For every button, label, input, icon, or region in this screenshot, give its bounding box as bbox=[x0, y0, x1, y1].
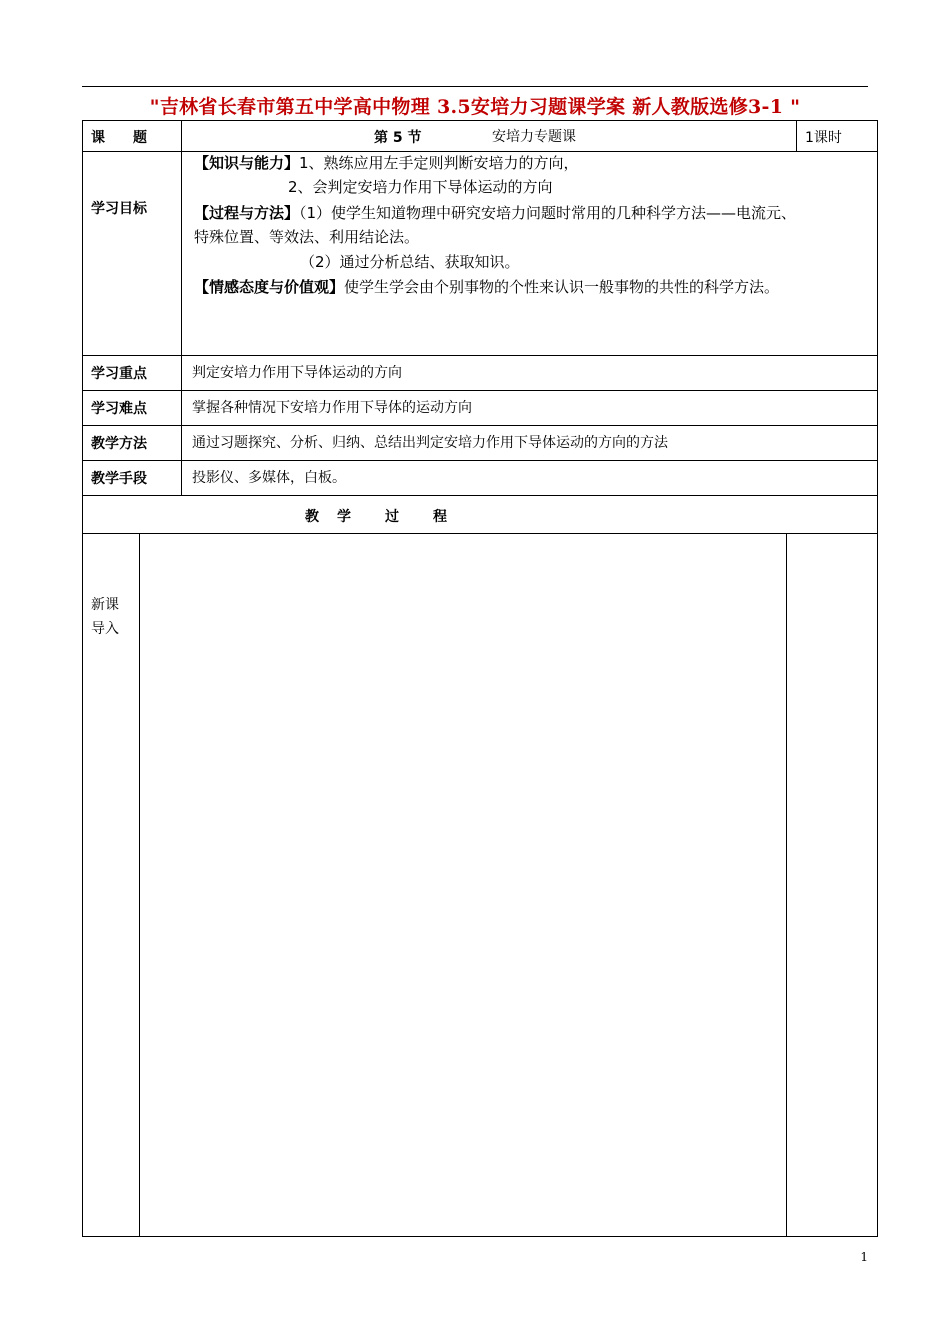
document-title: "吉林省长春市第五中学高中物理 3.5安培力习题课学案 新人教版选修3-1 " bbox=[149, 96, 801, 118]
difficulty-content-cell bbox=[181, 390, 878, 426]
keypoint-text: 判定安培力作用下导体运动的方向 bbox=[192, 365, 402, 381]
process-line-3: （2）通过分析总结、获取知识。 bbox=[300, 253, 520, 271]
section-number: 第 5 节 bbox=[374, 130, 422, 146]
intro-label-1: 新课 bbox=[91, 597, 119, 613]
hours-cell bbox=[796, 120, 878, 152]
means-content-cell bbox=[181, 460, 878, 496]
process-tag: 【过程与方法】 bbox=[194, 204, 300, 222]
emotion-line bbox=[194, 276, 779, 297]
process-text-1: （1）使学生知道物理中研究安培力问题时常用的几种科学方法——电流元、 bbox=[299, 204, 797, 222]
intro-notes-cell[interactable] bbox=[786, 533, 878, 1237]
lesson-topic: 安培力专题课 bbox=[492, 129, 576, 145]
difficulty-text: 掌握各种情况下安培力作用下导体的运动方向 bbox=[192, 400, 472, 416]
intro-content-cell[interactable] bbox=[139, 533, 787, 1237]
method-label: 教学方法 bbox=[91, 436, 147, 452]
method-content-cell bbox=[181, 425, 878, 461]
difficulty-label: 学习难点 bbox=[91, 401, 147, 417]
knowledge-line-2: 2、会判定安培力作用下导体运动的方向 bbox=[288, 178, 553, 196]
subject-label-cell bbox=[82, 120, 182, 152]
method-label-cell bbox=[82, 425, 182, 461]
subject-label: 课 题 bbox=[91, 130, 147, 146]
objectives-label-cell bbox=[82, 151, 182, 356]
knowledge-line-1 bbox=[194, 152, 579, 173]
knowledge-tag: 【知识与能力】 bbox=[194, 154, 300, 172]
intro-label-2: 导入 bbox=[91, 621, 119, 637]
objectives-label: 学习目标 bbox=[91, 201, 147, 217]
subject-content-cell bbox=[181, 120, 797, 152]
process-line-2: 特殊位置、等效法、利用结论法。 bbox=[194, 228, 420, 246]
emotion-text: 使学生学会由个别事物的个性来认识一般事物的共性的科学方法。 bbox=[344, 278, 780, 296]
keypoint-label: 学习重点 bbox=[91, 366, 147, 382]
process-line-1 bbox=[194, 202, 796, 223]
means-label-cell bbox=[82, 460, 182, 496]
method-text: 通过习题探究、分析、归纳、总结出判定安培力作用下导体运动的方向的方法 bbox=[192, 435, 668, 451]
means-text: 投影仪、多媒体，白板。 bbox=[192, 470, 346, 486]
process-header: 教 学 过 程 bbox=[305, 509, 449, 525]
keypoint-content-cell bbox=[181, 355, 878, 391]
page-number: 1 bbox=[860, 1250, 868, 1264]
intro-label-cell bbox=[82, 533, 140, 1237]
process-header-cell bbox=[82, 495, 878, 534]
emotion-tag: 【情感态度与价值观】 bbox=[194, 278, 345, 296]
lesson-hours: 1课时 bbox=[805, 130, 842, 146]
difficulty-label-cell bbox=[82, 390, 182, 426]
keypoint-label-cell bbox=[82, 355, 182, 391]
means-label: 教学手段 bbox=[91, 471, 147, 487]
knowledge-text-1: 1、熟练应用左手定则判断安培力的方向， bbox=[299, 154, 579, 172]
header-rule bbox=[82, 86, 868, 87]
